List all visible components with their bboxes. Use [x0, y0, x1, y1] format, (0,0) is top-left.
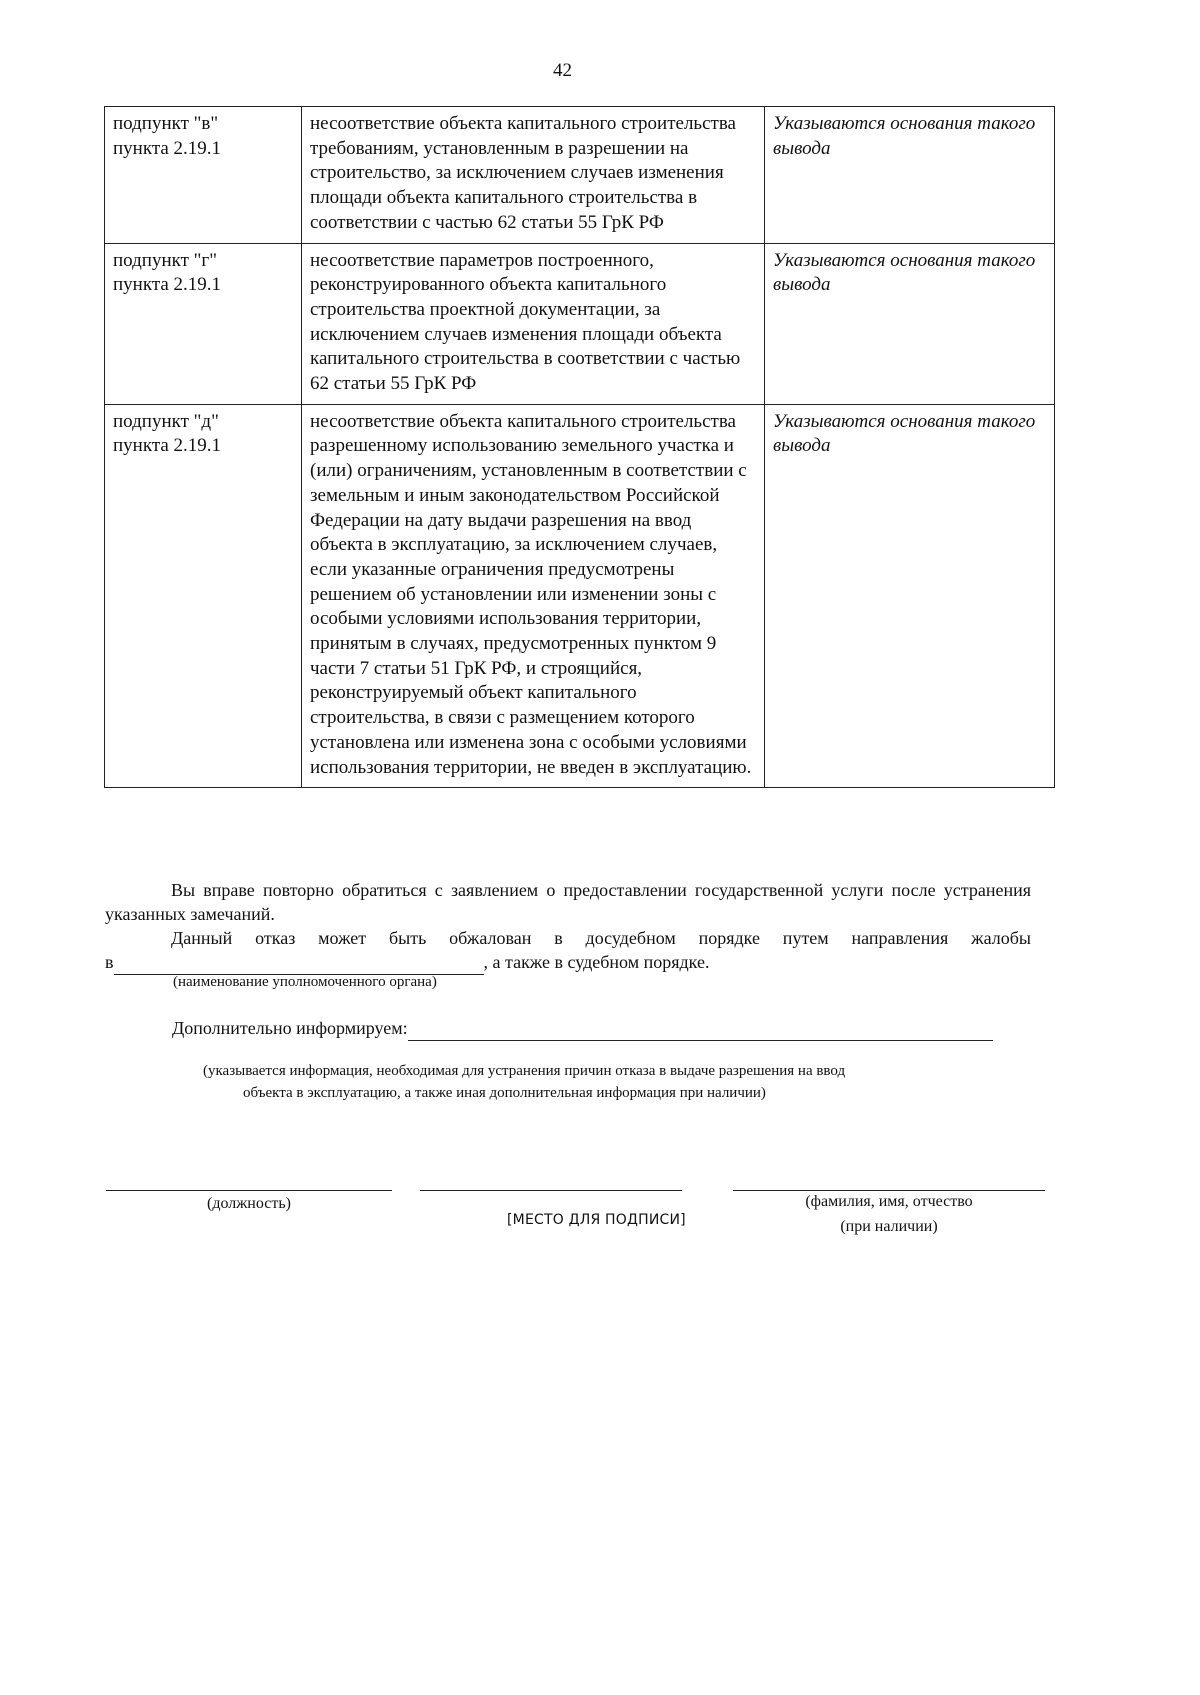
refusal-grounds-table — [104, 106, 1055, 788]
appeal-paragraph: Данный отказ может быть обжалован в досудебном порядке путем направления жалобы — [171, 928, 1031, 948]
explanation-note: Указываются основания такого вывода — [765, 107, 1055, 244]
table-row — [105, 107, 1055, 244]
additional-info-label: Дополнительно информируем: — [172, 1018, 408, 1038]
additional-info-blank — [408, 1016, 993, 1041]
signature-placeholder: [МЕСТО ДЛЯ ПОДПИСИ] — [507, 1212, 686, 1228]
reapply-paragraph: Вы вправе повторно обратиться с заявлением о предоставлении государственной услуги после устранения указанных замечаний. — [105, 880, 1031, 924]
refusal-ground-text: несоответствие параметров построенного, реконструированного объекта капитального строительства проектной документации, за исключением случаев изменения площади объекта капитального строительства в соответствии с частью 62 статьи 55 ГрК РФ — [302, 243, 765, 404]
position-label: (должность) — [207, 1195, 291, 1212]
refusal-ground-text: несоответствие объекта капитального строительства требованиям, установленным в разрешении на строительство, за исключением случаев изменения площади объекта капитального строительства в соответствии с частью 62 статьи 55 ГрК РФ — [302, 107, 765, 244]
table-row — [105, 404, 1055, 788]
clause-reference: подпункт "д" пункта 2.19.1 — [105, 404, 302, 788]
authority-caption: (наименование уполномоченного органа) — [173, 974, 437, 990]
position-signature-line — [106, 1190, 392, 1191]
explanation-note: Указываются основания такого вывода — [765, 243, 1055, 404]
additional-info-line — [172, 1016, 1032, 1041]
additional-info-caption-2: объекта в эксплуатацию, а также иная дополнительная информация при наличии) — [243, 1085, 766, 1101]
table-row — [105, 243, 1055, 404]
additional-info-caption-1: (указывается информация, необходимая для устранения причин отказа в выдаче разрешения на ввод — [203, 1063, 846, 1079]
signature-line — [420, 1190, 682, 1191]
name-label-2: (при наличии) — [840, 1218, 938, 1235]
appeal-prefix: в — [105, 952, 114, 972]
appeal-suffix: , а также в судебном порядке. — [483, 952, 710, 972]
clause-reference: подпункт "г" пункта 2.19.1 — [105, 243, 302, 404]
refusal-ground-text: несоответствие объекта капитального строительства разрешенному использованию земельного участка и (или) ограничениям, установленным в соответствии с земельным и иным законодательством Российской Федерации на дату выдачи разрешения на ввод объекта в эксплуатацию, за исключением случаев, если указанные ограничения предусмотрены решением об установлении или изменении зоны с особыми условиями использования территории, принятым в случаях, предусмотренных пунктом 9 части 7 статьи 51 ГрК РФ, и строящийся, реконструируемый объект капитального строительства, в связи с размещением которого установлена или изменена зона с особыми условиями использования территории, не введен в эксплуатацию. — [302, 404, 765, 788]
clause-reference: подпункт "в" пункта 2.19.1 — [105, 107, 302, 244]
name-label-1: (фамилия, имя, отчество — [805, 1193, 973, 1210]
page-number: 42 — [553, 60, 572, 81]
explanation-note: Указываются основания такого вывода — [765, 404, 1055, 788]
